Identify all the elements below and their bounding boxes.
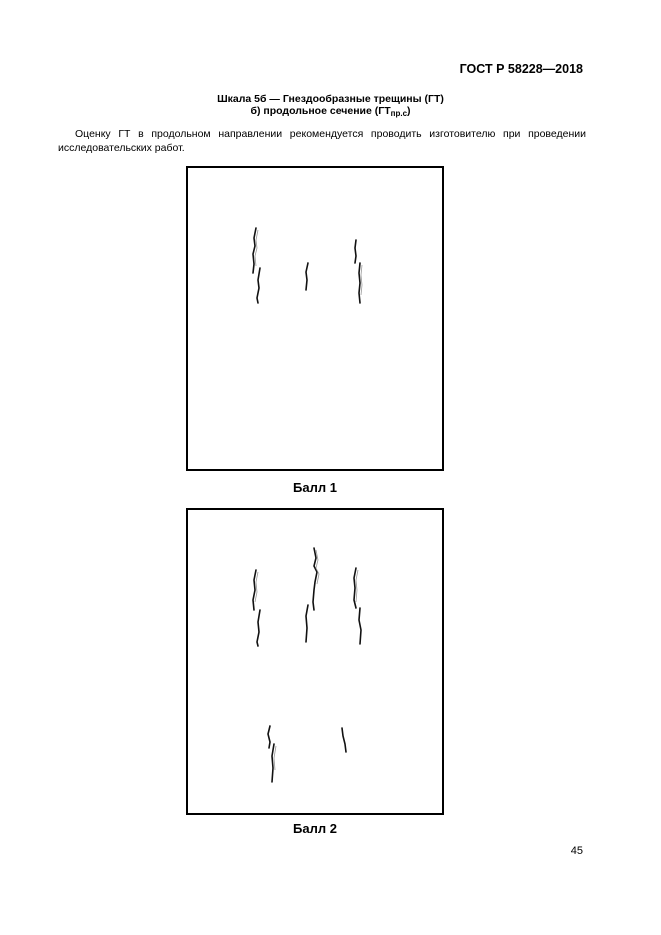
figure-label-1: Балл 1 (293, 480, 337, 495)
scale-caption (0, 93, 661, 120)
crack-image-1 (188, 168, 446, 473)
body-paragraph: Оценку ГТ в продольном направлении рекомендуется проводить изготовителю при проведении исследовательских работ. (58, 128, 586, 154)
specimen-frame-2 (186, 508, 444, 815)
specimen-frame-1 (186, 166, 444, 471)
crack-image-2 (188, 510, 446, 817)
standard-code: ГОСТ Р 58228—2018 (459, 62, 583, 76)
caption-line-1: Шкала 5б — Гнездообразные трещины (ГТ) (217, 93, 444, 105)
figure-label-2: Балл 2 (293, 821, 337, 836)
page-number: 45 (570, 845, 583, 857)
caption-line-2: б) продольное сечение $(ГТ_{пр.с})$ (250, 105, 411, 118)
